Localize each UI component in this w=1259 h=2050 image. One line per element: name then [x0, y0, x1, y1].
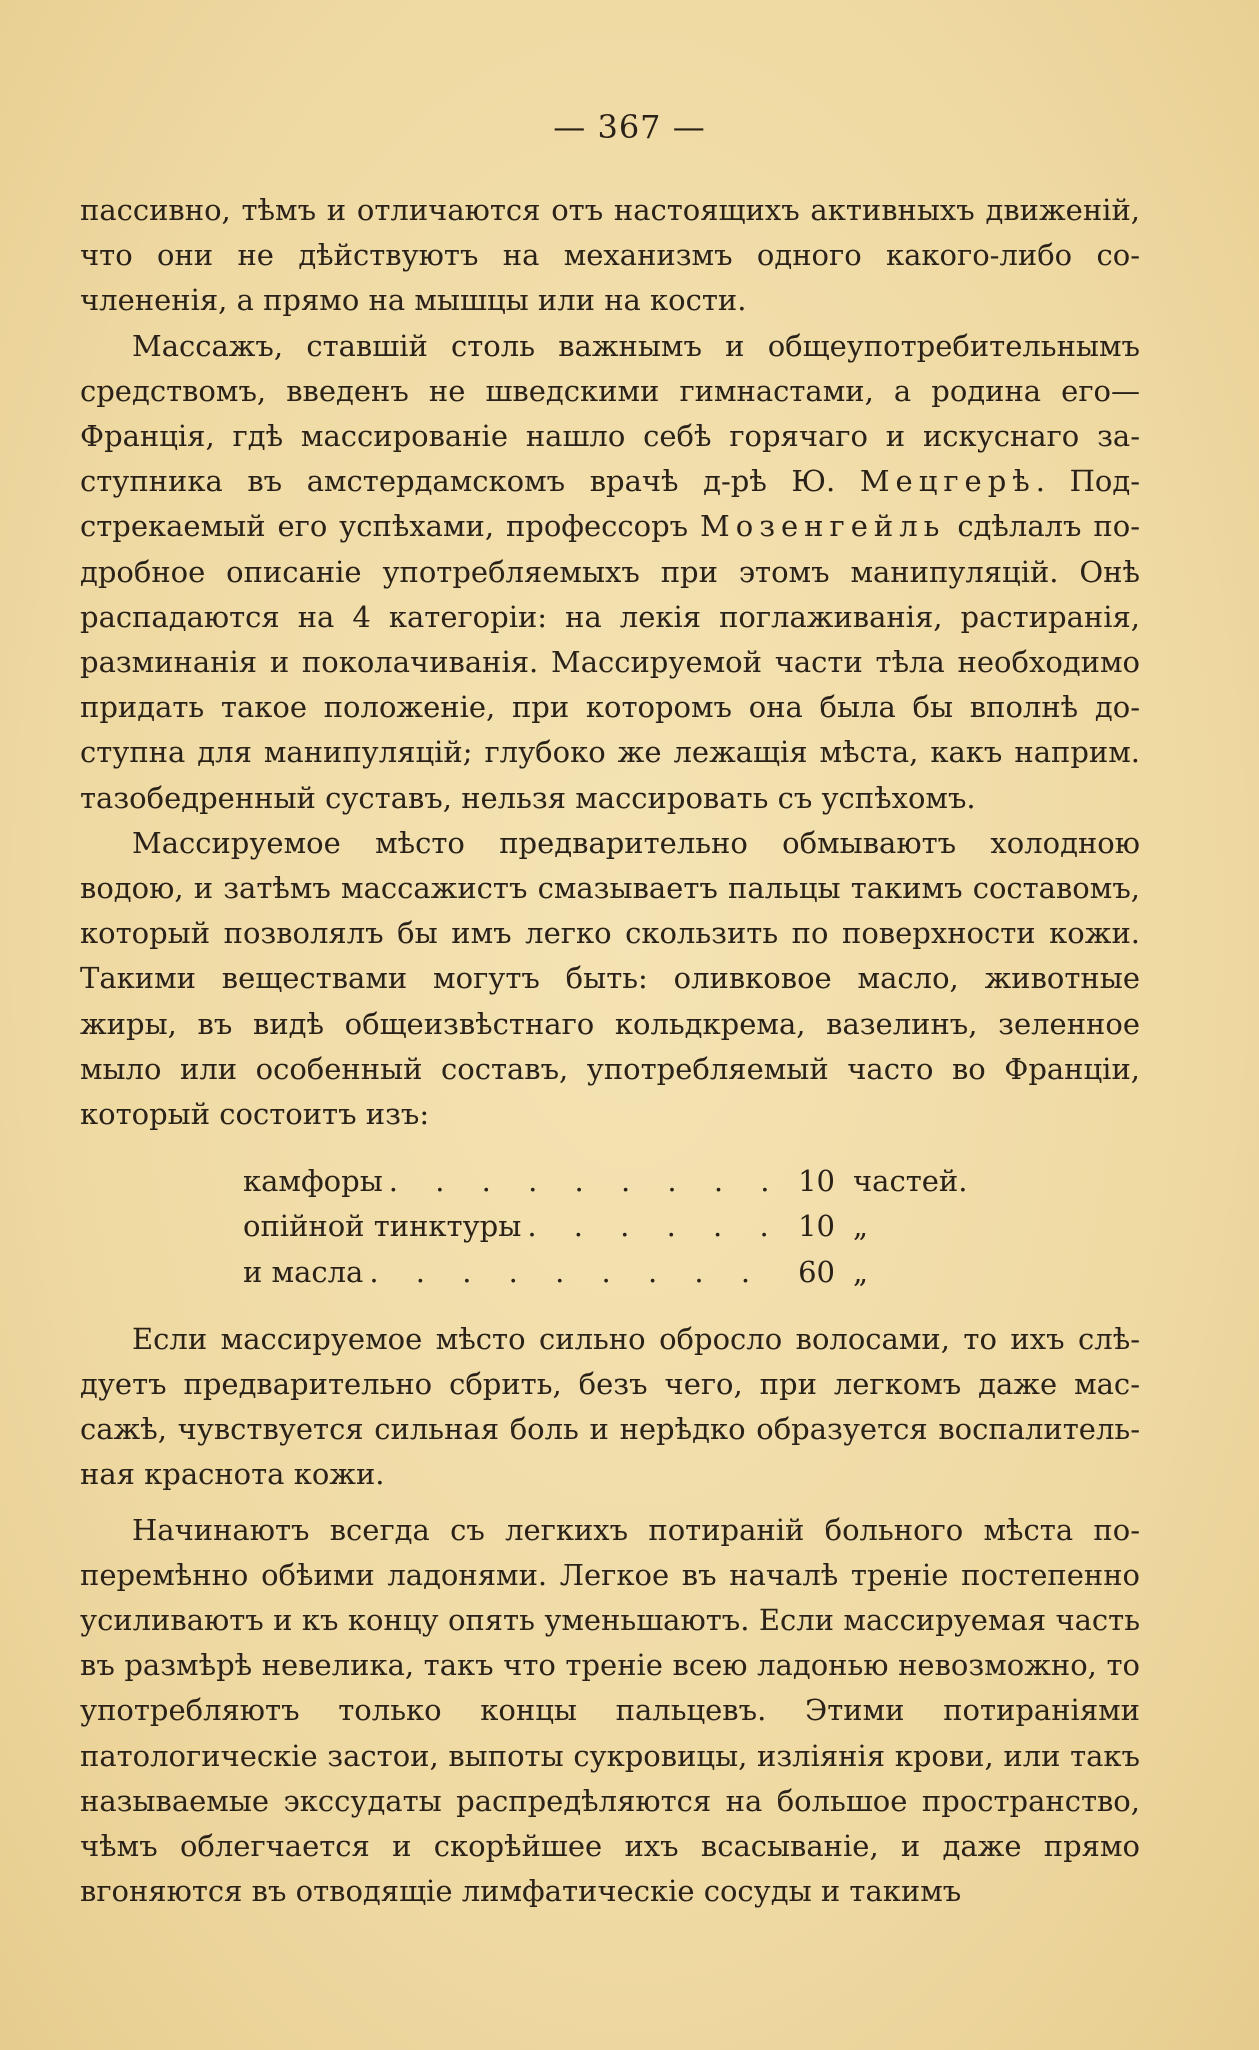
recipe-row	[243, 1159, 1003, 1204]
paragraph-5: Начинаютъ всегда съ легкихъ потиранiй больного мѣста поперемѣнно обѣими ладонями. Легкое въ началѣ тренiе постепенно усиливаютъ и къ концу опять уменьшаютъ. Если массируемая часть въ размѣрѣ невелика, такъ что тренiе всею ладонью невозможно, то употребляютъ только концы пальцевъ. Этими потиранiями патологическiе застои, выпоты сукровицы, излiянiя крови, или такъ называемые экссудаты распредѣляются на большое пространство, чѣмъ облегчается и скорѣйшее ихъ всасыванiе, и даже прямо вгоняются въ отводящiе лимфатическiе сосуды и такимъ	[80, 1512, 1140, 1909]
recipe-list	[243, 1159, 1003, 1295]
paragraph-2-part-3: сдѣлалъ подробное описанiе употребляемыхъ при этомъ манипуляцiй. Онѣ распадаются на 4 категорiи: на лекiя поглаживанiя, растиранiя, разминанiя и поколачиванiя. Массируемой части тѣла необходимо придать такое положенiе, при которомъ она была бы вполнѣ доступна для манипуляцiй; глубоко же лежащiя мѣста, какъ наприм. тазобедренный суставъ, нельзя массировать съ успѣхомъ.	[80, 509, 1140, 815]
page-number: — 367 —	[553, 108, 706, 146]
page-body	[80, 188, 1140, 1914]
recipe-quantity: 10	[798, 1164, 835, 1199]
recipe-unit: частей.	[853, 1164, 968, 1199]
paragraph-gap	[80, 1498, 1140, 1508]
recipe-row	[243, 1250, 1003, 1295]
paragraph-4: Если массируемое мѣсто сильно обросло волосами, то ихъ слѣдуетъ предварительно сбрить, безъ чего, при легкомъ даже массажѣ, чувствуется сильная боль и нерѣдко образуется воспалительная краснота кожи.	[80, 1321, 1140, 1492]
recipe-row	[243, 1204, 1003, 1249]
recipe-ingredient: камфоры	[243, 1164, 383, 1199]
name-mosengeil: Мозенгейль	[700, 509, 946, 544]
recipe-quantity: 10	[798, 1209, 835, 1244]
paragraph-2	[80, 324, 1140, 821]
leader-dots	[389, 1159, 777, 1204]
leader-dots	[369, 1250, 777, 1295]
recipe-quantity: 60	[798, 1254, 835, 1289]
recipe-unit: „	[853, 1209, 869, 1244]
recipe-ingredient: и масла	[243, 1254, 364, 1289]
recipe-ingredient: опiйной тинктуры	[243, 1209, 522, 1244]
paragraph-2-part-1: Массажъ, ставшiй столь важнымъ и общеупотребительнымъ средствомъ, введенъ не шведскими гимнастами, а родина его— Францiя, гдѣ массированiе нашло себѣ горячаго и искуснаго заступника въ амстердамскомъ врачѣ д-рѣ Ю.	[80, 328, 1140, 499]
paragraph-3: Массируемое мѣсто предварительно обмываютъ холодною водою, и затѣмъ массажистъ смазываетъ пальцы такимъ составомъ, который позволялъ бы имъ легко скользить по поверхности кожи. Такими веществами могутъ быть: оливковое масло, животные жиры, въ видѣ общеизвѣстнаго кольдкрема, вазелинъ, зеленное мыло или особенный составъ, употребляемый часто во Францiи, который состоитъ изъ:	[80, 825, 1140, 1132]
leader-dots	[527, 1204, 777, 1249]
paragraph-2-part-2: . Подстрекаемый его успѣхами, профессоръ	[80, 464, 1140, 544]
name-metzger: Мецгерѣ	[859, 464, 1036, 499]
recipe-unit: „	[853, 1254, 869, 1289]
paragraph-1: пассивно, тѣмъ и отличаются отъ настоящихъ активныхъ движенiй, что они не дѣйствуютъ на механизмъ одного какого-либо сочлененiя, а прямо на мышцы или на кости.	[80, 193, 1140, 318]
